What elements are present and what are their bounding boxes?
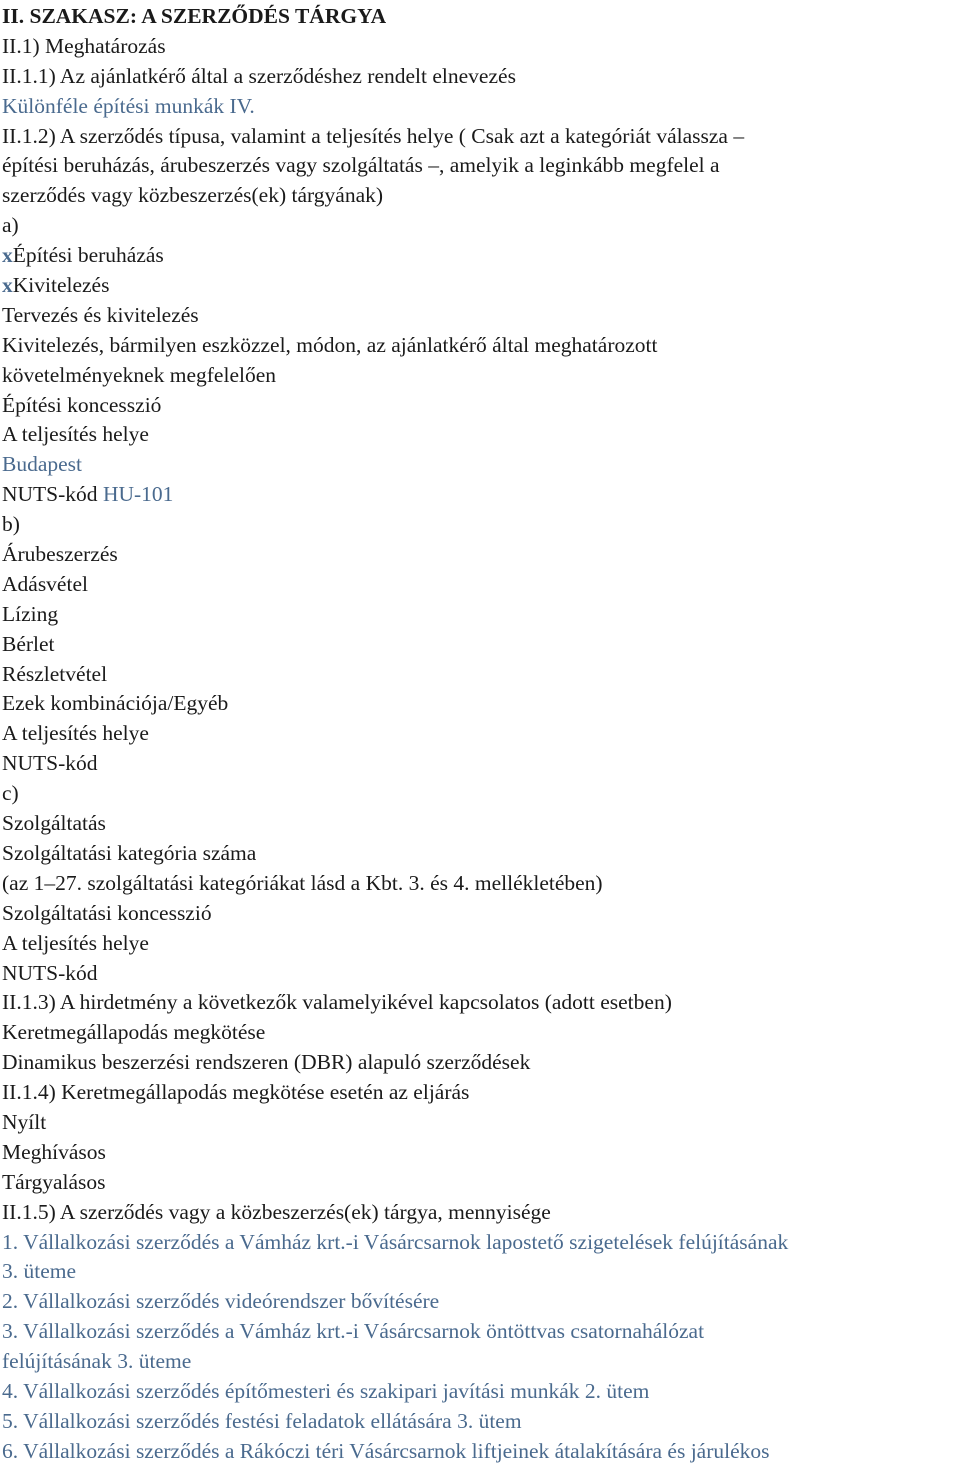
document-line xyxy=(2,988,958,1018)
document-line xyxy=(2,361,958,391)
line-text: Építési koncesszió xyxy=(2,392,162,417)
document-line xyxy=(2,1377,958,1407)
document-line xyxy=(2,1257,958,1287)
line-text: 5. Vállalkozási szerződés festési feladatok ellátására 3. ütem xyxy=(2,1408,522,1433)
line-text: 3. üteme xyxy=(2,1259,77,1284)
line-text: A teljesítés helye xyxy=(2,721,149,746)
document-line xyxy=(2,1437,958,1467)
document-line xyxy=(2,1138,958,1168)
line-text: 6. Vállalkozási szerződés a Rákóczi téri Vásárcsarnok liftjeinek átalakítására és járulékos xyxy=(2,1438,770,1463)
line-text: Bérlet xyxy=(2,631,55,656)
checkbox-mark: x xyxy=(2,273,13,298)
document-line xyxy=(2,1078,958,1108)
line-text: A teljesítés helye xyxy=(2,930,149,955)
line-text: Meghívásos xyxy=(2,1139,106,1164)
document-line xyxy=(2,839,958,869)
document-line xyxy=(2,92,958,122)
document-page xyxy=(2,2,958,1467)
line-text: 4. Vállalkozási szerződés építőmesteri és szakipari javítási munkák 2. ütem xyxy=(2,1378,650,1403)
line-text: 2. Vállalkozási szerződés videórendszer bővítésére xyxy=(2,1289,440,1314)
document-line xyxy=(2,480,958,510)
line-text: II.1.2) A szerződés típusa, valamint a teljesítés helye ( Csak azt a kategóriát válassza – xyxy=(2,123,745,148)
document-line xyxy=(2,391,958,421)
document-line xyxy=(2,1048,958,1078)
line-text: NUTS-kód xyxy=(2,960,98,985)
document-line xyxy=(2,1317,958,1347)
line-text: Keretmegállapodás megkötése xyxy=(2,1020,266,1045)
document-line xyxy=(2,331,958,361)
document-line xyxy=(2,181,958,211)
checkbox-mark: x xyxy=(2,243,13,268)
line-text: Lízing xyxy=(2,601,59,626)
document-line xyxy=(2,1347,958,1377)
document-line xyxy=(2,1168,958,1198)
document-line xyxy=(2,62,958,92)
line-text: A teljesítés helye xyxy=(2,422,149,447)
line-text: NUTS-kód xyxy=(2,482,103,507)
document-line xyxy=(2,1108,958,1138)
line-text: Budapest xyxy=(2,452,83,477)
line-text: Szolgáltatási koncesszió xyxy=(2,900,212,925)
line-text: Különféle építési munkák IV. xyxy=(2,93,255,118)
document-line xyxy=(2,540,958,570)
document-line xyxy=(2,420,958,450)
document-line xyxy=(2,959,958,989)
line-text: 3. Vállalkozási szerződés a Vámház krt.-i Vásárcsarnok öntöttvas csatornahálózat xyxy=(2,1319,705,1344)
line-text: NUTS-kód xyxy=(2,751,98,776)
line-text: követelményeknek megfelelően xyxy=(2,362,277,387)
document-line xyxy=(2,122,958,152)
document-line xyxy=(2,1018,958,1048)
document-line xyxy=(2,1198,958,1228)
document-line xyxy=(2,899,958,929)
line-text: II.1.4) Keretmegállapodás megkötése esetén az eljárás xyxy=(2,1080,470,1105)
line-text: II.1.5) A szerződés vagy a közbeszerzés(ek) tárgya, mennyisége xyxy=(2,1199,551,1224)
line-text: Tárgyalásos xyxy=(2,1169,106,1194)
document-line xyxy=(2,450,958,480)
document-line xyxy=(2,929,958,959)
document-line xyxy=(2,570,958,600)
document-line xyxy=(2,32,958,62)
document-line xyxy=(2,271,958,301)
document-line xyxy=(2,211,958,241)
line-text: Nyílt xyxy=(2,1109,47,1134)
line-text: Szolgáltatási kategória száma xyxy=(2,840,257,865)
line-text: c) xyxy=(2,781,19,806)
document-line xyxy=(2,630,958,660)
document-line xyxy=(2,301,958,331)
line-text: Kivitelezés xyxy=(12,273,110,298)
line-text: Kivitelezés, bármilyen eszközzel, módon, az ajánlatkérő által meghatározott xyxy=(2,332,658,357)
document-line xyxy=(2,869,958,899)
line-text: Tervezés és kivitelezés xyxy=(2,302,199,327)
line-text: 1. Vállalkozási szerződés a Vámház krt.-i Vásárcsarnok lapostető szigetelések felújításának xyxy=(2,1229,789,1254)
nuts-code-value: HU-101 xyxy=(102,482,174,507)
document-line xyxy=(2,241,958,271)
line-text: szerződés vagy közbeszerzés(ek) tárgyának) xyxy=(2,183,384,208)
document-line xyxy=(2,660,958,690)
document-line xyxy=(2,510,958,540)
line-text: Részletvétel xyxy=(2,661,108,686)
line-text: Adásvétel xyxy=(2,571,88,596)
line-text: Ezek kombinációja/Egyéb xyxy=(2,691,229,716)
line-text: Dinamikus beszerzési rendszeren (DBR) alapuló szerződések xyxy=(2,1050,531,1075)
line-text: a) xyxy=(2,213,19,238)
document-line xyxy=(2,809,958,839)
line-text: építési beruházás, árubeszerzés vagy szolgáltatás –, amelyik a leginkább megfelel a xyxy=(2,153,720,178)
line-text: Árubeszerzés xyxy=(2,542,118,567)
document-line xyxy=(2,749,958,779)
document-line xyxy=(2,1228,958,1258)
document-line xyxy=(2,779,958,809)
document-line xyxy=(2,689,958,719)
document-line xyxy=(2,600,958,630)
line-text: b) xyxy=(2,512,20,537)
section-heading: II. SZAKASZ: A SZERZŐDÉS TÁRGYA xyxy=(2,4,387,28)
line-text: (az 1–27. szolgáltatási kategóriákat lásd a Kbt. 3. és 4. mellékletében) xyxy=(2,870,603,895)
line-text: Építési beruházás xyxy=(12,243,164,268)
document-line xyxy=(2,1287,958,1317)
line-text: Szolgáltatás xyxy=(2,811,106,836)
line-text: II.1.1) Az ajánlatkérő által a szerződéshez rendelt elnevezés xyxy=(2,63,516,88)
document-line xyxy=(2,719,958,749)
document-line xyxy=(2,1407,958,1437)
line-text: II.1.3) A hirdetmény a következők valamelyikével kapcsolatos (adott esetben) xyxy=(2,990,672,1015)
document-line xyxy=(2,151,958,181)
document-body xyxy=(2,32,958,1467)
line-text: felújításának 3. üteme xyxy=(2,1349,192,1374)
line-text: II.1) Meghatározás xyxy=(2,33,166,58)
